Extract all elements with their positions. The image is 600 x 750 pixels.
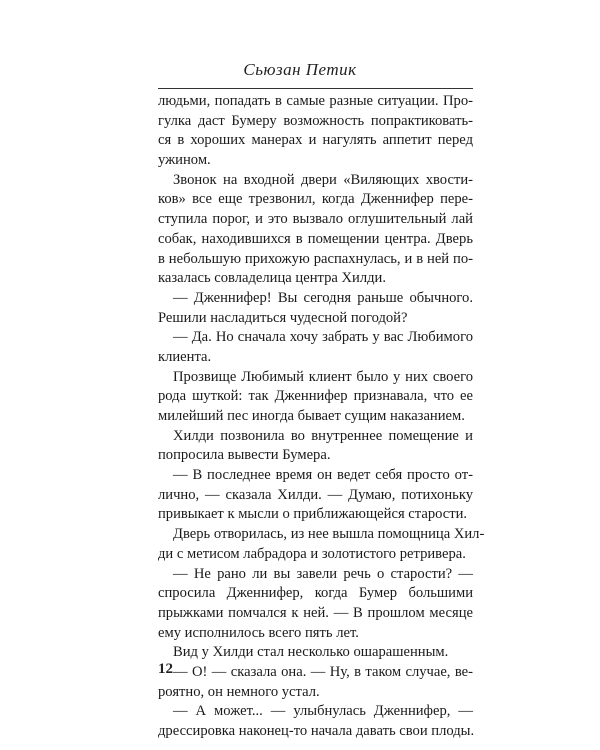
text-line: ков» все еще трезвонил, когда Дженнифер пере- [158, 191, 473, 208]
paragraph [158, 171, 473, 289]
text-line: Хилди позвонила во внутреннее помещение и [173, 427, 473, 444]
text-line: лично, — сказала Хилди. — Думаю, потихоньку [158, 486, 473, 503]
text-line: казалась совладелица центра Хилди. [158, 270, 387, 287]
paragraph [158, 328, 473, 367]
text-line: Решили насладиться чудесной погодой? [158, 309, 408, 326]
text-line: Вид у Хилди стал несколько ошарашенным. [173, 644, 449, 661]
text-line: ужином. [158, 152, 211, 169]
paragraph [158, 92, 473, 171]
paragraph [158, 427, 473, 466]
text-line: привыкает к мысли о приближающейся старости. [158, 506, 468, 523]
text-line: спросила Дженнифер, когда Бумер большими [158, 585, 473, 602]
paragraph [158, 368, 473, 427]
text-line: ему исполнилось всего пять лет. [158, 624, 359, 641]
text-line: роятно, он немного устал. [158, 683, 320, 700]
paragraph [158, 643, 473, 663]
paragraph [158, 289, 473, 328]
text-line: в небольшую прихожую распахнулась, и в ней по- [158, 250, 473, 267]
paragraph [158, 565, 473, 644]
paragraph [158, 525, 485, 564]
text-line: собак, находившихся в помещении центра. Дверь [158, 230, 473, 247]
text-line: людьми, попадать в самые разные ситуации. Про- [158, 93, 473, 109]
text-line: Прозвище Любимый клиент было у них своего [173, 368, 473, 385]
paragraph [158, 466, 473, 525]
running-head-author: Сьюзан Петик [243, 60, 357, 79]
text-line: Звонок на входной двери «Виляющих хвости- [173, 171, 473, 188]
text-line: ся в хороших манерах и нагулять аппетит перед [158, 132, 473, 149]
text-line: дрессировка наконец-то начала давать свои плоды. [158, 723, 475, 739]
text-line: — А может... — улыбнулась Дженнифер, — [173, 703, 473, 720]
text-line: попросила вывести Бумера. [158, 447, 331, 464]
text-line: прыжками помчался к ней. — В прошлом месяце [158, 604, 473, 621]
text-line: клиента. [158, 348, 212, 365]
page-number: 12 [158, 661, 173, 677]
text-line: — Да. Но сначала хочу забрать у вас Любимого [173, 329, 473, 346]
text-line: гулка даст Бумеру возможность попрактиковать- [158, 112, 473, 129]
text-line: ступила порог, и это вызвало оглушительный лай [158, 211, 473, 228]
text-line: ди с метисом лабрадора и золотистого ретривера. [158, 545, 466, 562]
text-line: — Не рано ли вы завели речь о старости? — [173, 565, 473, 582]
text-line: — О! — сказала она. — Ну, в таком случае, ве- [173, 663, 473, 680]
text-line: рода шуткой: так Дженнифер признавала, что ее [158, 388, 473, 405]
text-line: милейший пес иногда бывает сущим наказанием. [158, 408, 465, 424]
text-line: — В последнее время он ведет себя просто от- [173, 467, 473, 484]
body-text [158, 92, 485, 742]
paragraph [158, 663, 473, 702]
header-rule [158, 88, 473, 89]
text-line: Дверь отворилась, из нее вышла помощница Хил- [173, 526, 485, 543]
paragraph [158, 702, 473, 741]
text-line: — Дженнифер! Вы сегодня раньше обычного. [173, 289, 473, 306]
